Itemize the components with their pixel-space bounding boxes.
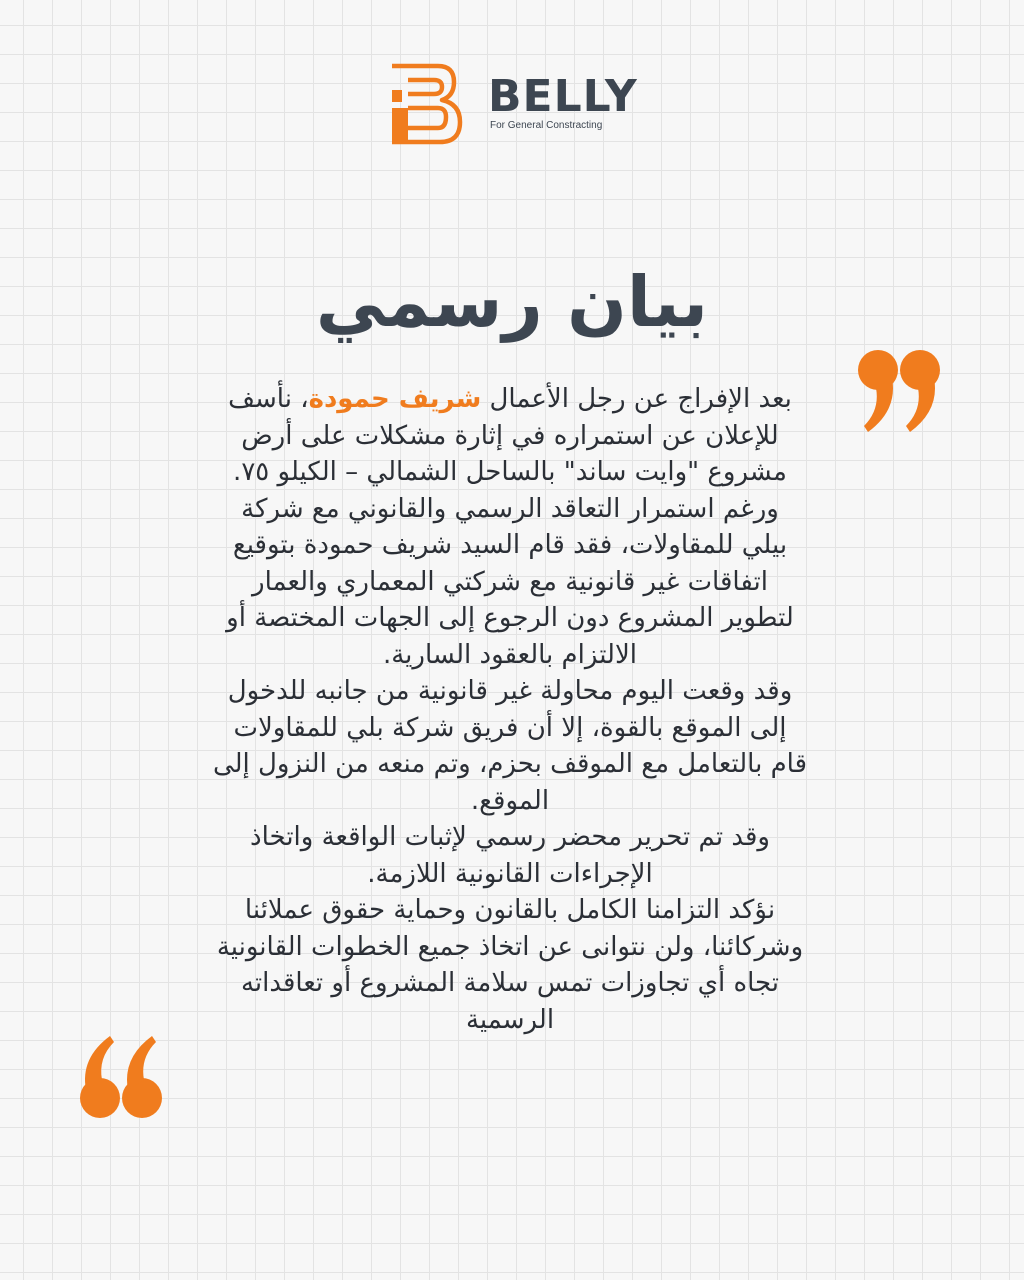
- company-logo: [388, 60, 648, 146]
- brand-tagline: For General Constracting: [490, 120, 603, 131]
- statement-line: الالتزام بالعقود السارية.: [382, 639, 638, 670]
- opening-quote-icon: [76, 1034, 166, 1124]
- statement-line: اتفاقات غير قانونية مع شركتي المعماري والعمار: [252, 566, 768, 597]
- page-title: بيان رسمي: [315, 261, 709, 343]
- statement-text: ، نأسف: [228, 384, 309, 414]
- statement-line: للإعلان عن استمراره في إثارة مشكلات على أرض: [241, 420, 779, 451]
- belly-b-logo-icon: [388, 60, 470, 146]
- statement-line: نؤكد التزامنا الكامل بالقانون وحماية حقوق عملائنا: [244, 895, 776, 925]
- statement-line: إلى الموقع بالقوة، إلا أن فريق شركة بلي للمقاولات: [233, 712, 787, 743]
- highlighted-name: شريف حمودة: [308, 384, 482, 414]
- statement-line: وقد تم تحرير محضر رسمي لإثبات الواقعة واتخاذ: [250, 822, 770, 852]
- statement-body: [150, 381, 870, 1038]
- statement-line: تجاه أي تجاوزات تمس سلامة المشروع أو تعاقداته: [240, 968, 780, 998]
- statement-line: [150, 381, 870, 418]
- statement-line: لتطوير المشروع دون الرجوع إلى الجهات المختصة أو: [226, 603, 794, 633]
- statement-line: وقد وقعت اليوم محاولة غير قانونية من جانبه للدخول: [227, 676, 793, 706]
- statement-line: ورغم استمرار التعاقد الرسمي والقانوني مع شركة: [241, 493, 779, 524]
- brand-name: BELLY: [488, 71, 638, 122]
- statement-line: وشركائنا، ولن نتوانى عن اتخاذ جميع الخطوات القانونية: [216, 931, 804, 962]
- statement-line: مشروع "وايت ساند" بالساحل الشمالي – الكيلو ٧٥.: [233, 457, 787, 487]
- statement-line: بيلي للمقاولات، فقد قام السيد شريف حمودة بتوقيع: [232, 530, 788, 560]
- statement-line: الرسمية: [465, 1004, 555, 1035]
- statement-line: الموقع.: [470, 785, 550, 816]
- statement-line: الإجراءات القانونية اللازمة.: [367, 858, 653, 889]
- statement-line: قام بالتعامل مع الموقف بحزم، وتم منعه من النزول إلى: [212, 749, 808, 779]
- statement-text: بعد الإفراج عن رجل الأعمال: [481, 384, 792, 414]
